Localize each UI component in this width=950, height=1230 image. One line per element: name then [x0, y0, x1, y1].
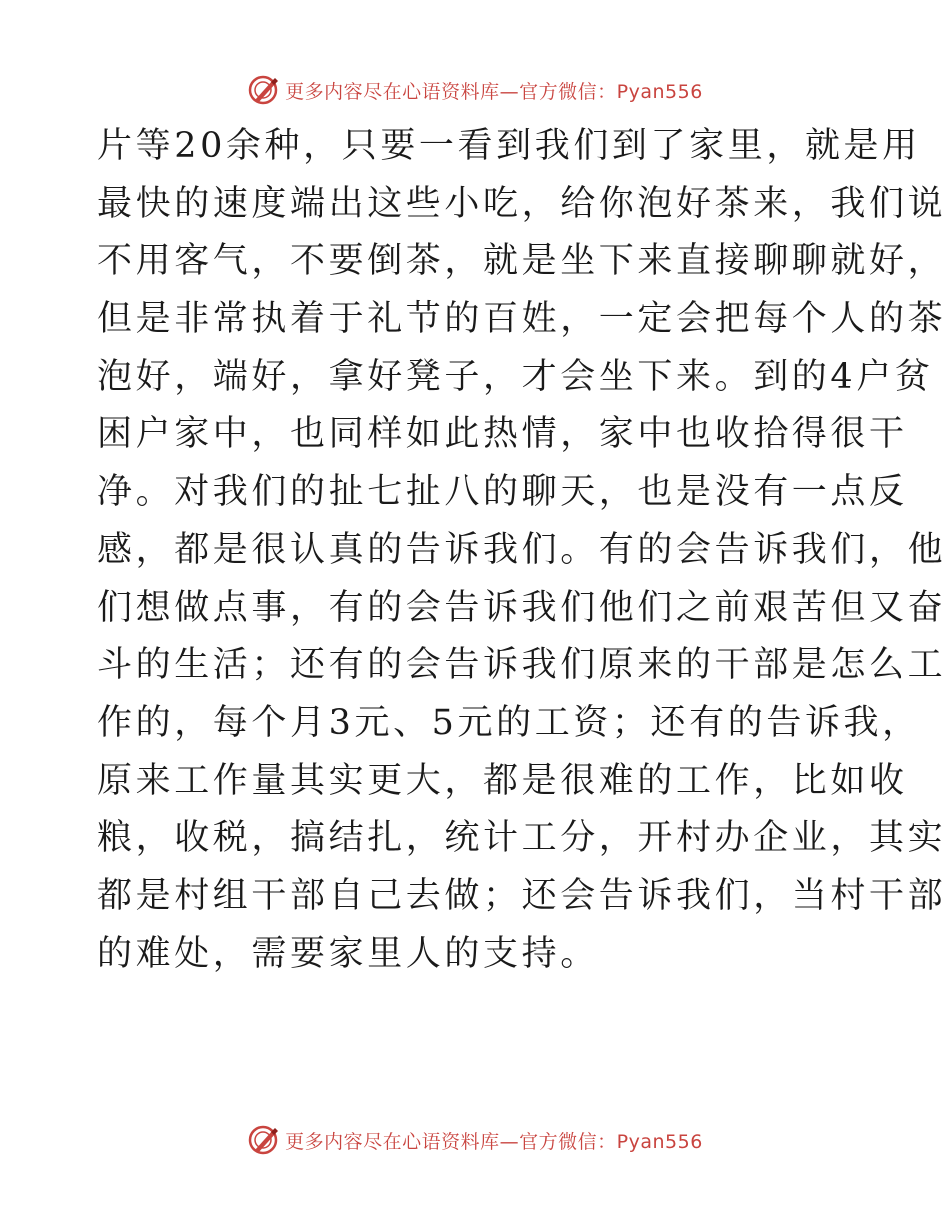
text-line: 困户家中，也同样如此热情，家中也收拾得很干 — [97, 414, 908, 455]
text-line: 净。对我们的扯七扯八的聊天，也是没有一点反 — [97, 472, 908, 513]
footer-banner-text: 更多内容尽在心语资料库—官方微信：Pyan556 — [285, 1130, 703, 1153]
text-line: 的难处，需要家里人的支持。 — [97, 933, 599, 974]
header-banner-text: 更多内容尽在心语资料库—官方微信：Pyan556 — [285, 80, 703, 103]
pen-logo-icon — [247, 73, 281, 107]
text-line: 不用客气，不要倒茶，就是坐下来直接聊聊就好， — [97, 241, 947, 282]
footer-banner — [0, 1120, 950, 1160]
text-line: 片等20余种，只要一看到我们到了家里，就是用 — [97, 126, 921, 166]
pen-logo-icon — [247, 1123, 281, 1157]
footer-banner-handle: Pyan556 — [616, 1130, 703, 1153]
text-line: 泡好，端好，拿好凳子，才会坐下来。到的4户贫 — [97, 356, 934, 397]
text-line: 最快的速度端出这些小吃，给你泡好茶来，我们说 — [97, 183, 947, 224]
header-banner-handle: Pyan556 — [616, 80, 703, 103]
text-line: 都是村组干部自己去做；还会告诉我们，当村干部 — [97, 875, 947, 916]
body-text — [97, 118, 947, 983]
text-line: 粮，收税，搞结扎，统计工分，开村办企业，其实 — [97, 818, 947, 859]
text-line: 作的，每个月3元、5元的工资；还有的告诉我， — [97, 702, 921, 743]
header-banner — [0, 70, 950, 110]
text-line: 们想做点事，有的会告诉我们他们之前艰苦但又奋 — [97, 587, 947, 628]
text-line: 感，都是很认真的告诉我们。有的会告诉我们，他 — [97, 529, 947, 570]
text-line: 但是非常执着于礼节的百姓，一定会把每个人的茶 — [97, 299, 947, 340]
text-line: 原来工作量其实更大，都是很难的工作，比如收 — [97, 760, 908, 801]
text-line: 斗的生活；还有的会告诉我们原来的干部是怎么工 — [97, 645, 947, 686]
